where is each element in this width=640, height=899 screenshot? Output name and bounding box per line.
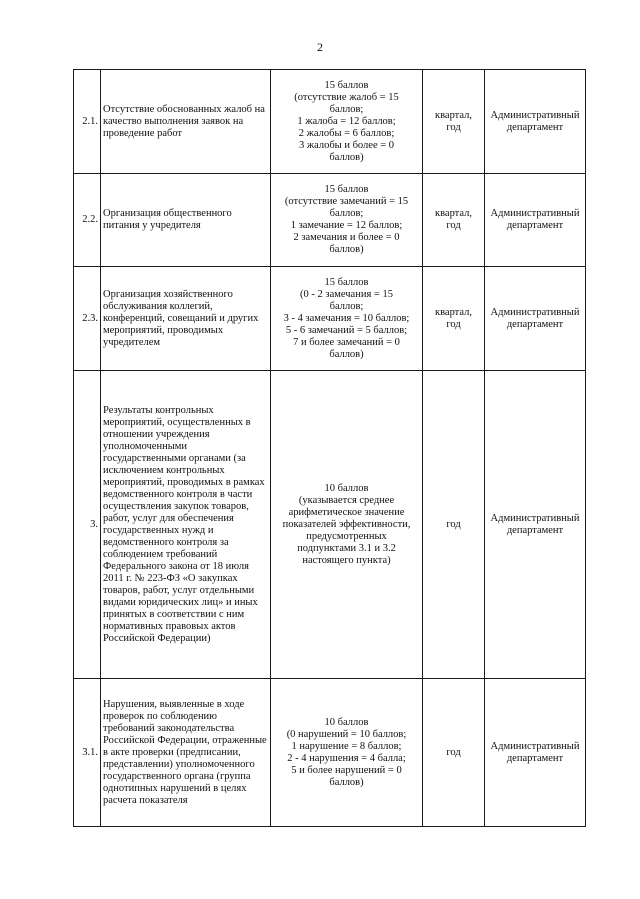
row-number: 2.2. — [74, 174, 101, 267]
score-cell: 10 баллов (0 нарушений = 10 баллов; 1 нарушение = 8 баллов; 2 - 4 нарушения = 4 балла; 5 и более нарушений = 0 баллов) — [271, 679, 423, 827]
score-cell: 15 баллов (0 - 2 замечания = 15 баллов; 3 - 4 замечания = 10 баллов; 5 - 6 замечаний = 5 баллов; 7 и более замечаний = 0 баллов) — [271, 267, 423, 371]
row-number: 3. — [74, 371, 101, 679]
period-cell: квартал, год — [423, 174, 485, 267]
table-row — [74, 371, 586, 679]
score-cell: 15 баллов (отсутствие замечаний = 15 баллов; 1 замечание = 12 баллов; 2 замечания и более = 0 баллов) — [271, 174, 423, 267]
indicator-description: Организация хозяйственного обслуживания коллегий, конференций, совещаний и других мероприятий, проводимых учредителем — [101, 267, 271, 371]
period-cell: год — [423, 371, 485, 679]
responsible-cell: Административный департамент — [485, 371, 586, 679]
table-row — [74, 267, 586, 371]
period-cell: квартал, год — [423, 267, 485, 371]
table-row — [74, 679, 586, 827]
page-number: 2 — [317, 40, 323, 54]
row-number: 2.3. — [74, 267, 101, 371]
criteria-table — [73, 69, 586, 827]
indicator-description: Отсутствие обоснованных жалоб на качество выполнения заявок на проведение работ — [101, 70, 271, 174]
indicator-description: Организация общественного питания у учредителя — [101, 174, 271, 267]
responsible-cell: Административный департамент — [485, 679, 586, 827]
row-number: 3.1. — [74, 679, 101, 827]
score-cell: 10 баллов (указывается среднее арифметическое значение показателей эффективности, предусмотренных подпунктами 3.1 и 3.2 настоящего пункта) — [271, 371, 423, 679]
row-number: 2.1. — [74, 70, 101, 174]
score-cell: 15 баллов (отсутствие жалоб = 15 баллов; 1 жалоба = 12 баллов; 2 жалобы = 6 баллов; 3 жалобы и более = 0 баллов) — [271, 70, 423, 174]
responsible-cell: Административный департамент — [485, 267, 586, 371]
indicator-description: Результаты контрольных мероприятий, осуществленных в отношении учреждения уполномоченными государственными органами (за исключением контрольных мероприятий, проводимых в рамках ведомственного контроля в части осуществления закупок товаров, работ, услуг для обеспечения государственных нужд и ведомственного контроля за соблюдением требований Федерального закона от 18 июля 2011 г. № 223-ФЗ «О закупках товаров, работ, услуг отдельными видами юридических лиц» и иных принятых в соответствии с ним нормативных правовых актов Российской Федерации) — [101, 371, 271, 679]
period-cell: год — [423, 679, 485, 827]
period-cell: квартал, год — [423, 70, 485, 174]
responsible-cell: Административный департамент — [485, 70, 586, 174]
table-row — [74, 174, 586, 267]
table-row — [74, 70, 586, 174]
indicator-description: Нарушения, выявленные в ходе проверок по соблюдению требований законодательства Российской Федерации, отраженные в акте проверки (предписании, представлении) уполномоченного государственного органа (группа однотипных нарушений в целях расчета показателя — [101, 679, 271, 827]
responsible-cell: Административный департамент — [485, 174, 586, 267]
